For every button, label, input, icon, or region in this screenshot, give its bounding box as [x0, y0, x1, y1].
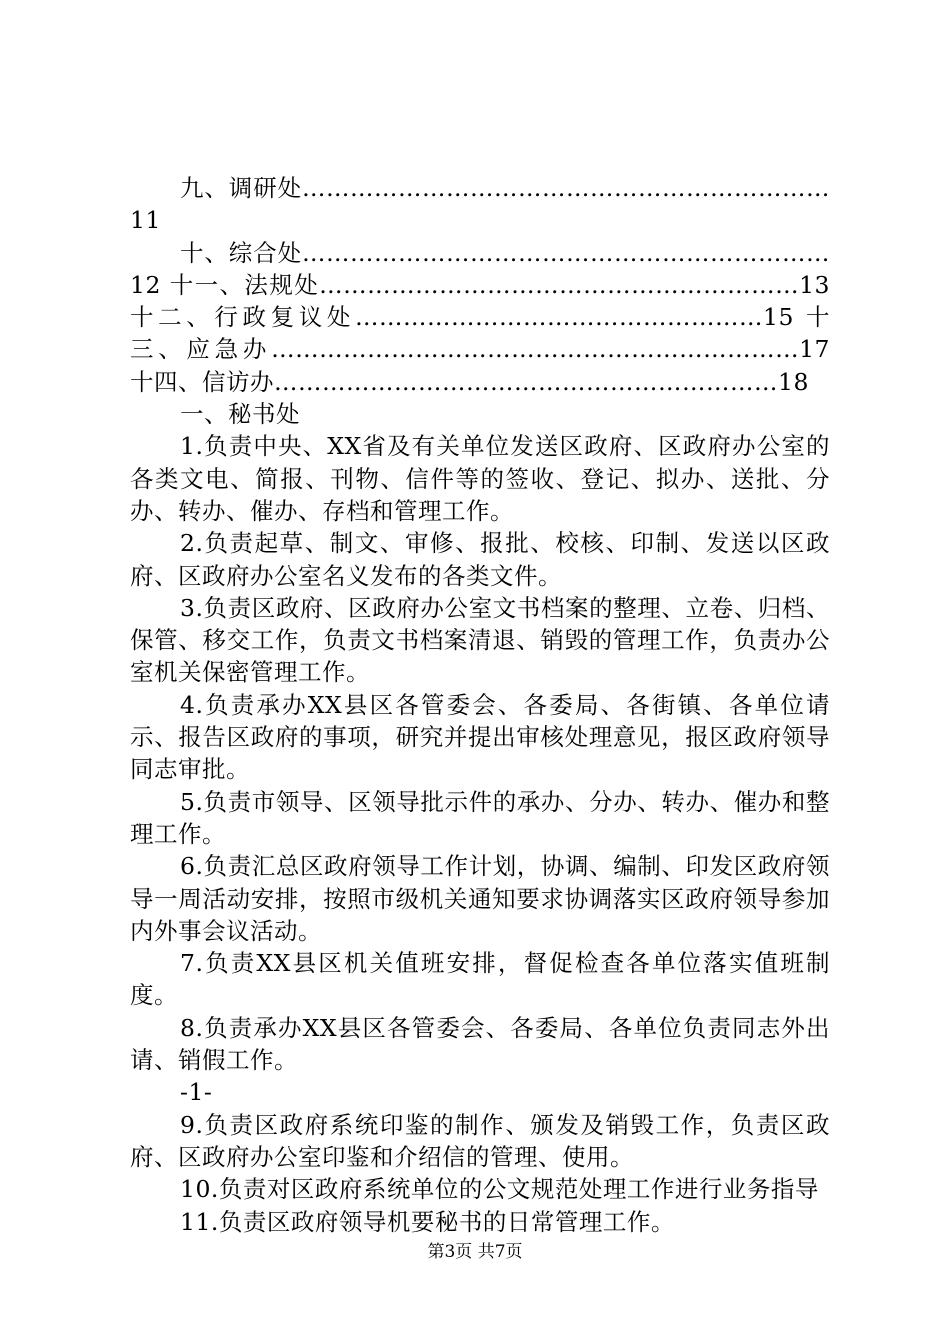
list-item: 10.负责对区政府系统单位的公文规范处理工作进行业务指导	[180, 1175, 819, 1204]
section-heading: 一、秘书处	[180, 400, 300, 429]
list-item: 2.负责起草、制文、审修、报批、校核、印制、发送以区政府、区政府办公室名义发布的各类文件。	[130, 529, 830, 590]
list-item: 8.负责承办XX县区各管委会、各委局、各单位负责同志外出请、销假工作。	[130, 1013, 830, 1075]
list-item: 11.负责区政府领导机要秘书的日常管理工作。	[180, 1207, 675, 1236]
list-item: 7.负责XX县区机关值班安排，督促检查各单位落实值班制度。	[130, 949, 830, 1010]
list-item: 6.负责汇总区政府领导工作计划，协调、编制、印发区政府领导一周活动安排，按照市级机关通知要求协调落实区政府领导参加内外事会议活动。	[130, 852, 830, 945]
inline-page-marker: -1-	[180, 1078, 213, 1107]
page-footer: 第3页 共7页	[427, 1242, 523, 1262]
document-body	[130, 172, 830, 1238]
toc-lines-10-14: 十、综合处…………………………………………………………12 十一、法规处……………………………………………………13 十二、行政复议处……………………………………………15 十三、应急办…………………………………………………………17 十四、信访办………………………………………………………18	[130, 238, 830, 396]
list-item: 9.负责区政府系统印鉴的制作、颁发及销毁工作，负责区政府、区政府办公室印鉴和介绍信的管理、使用。	[130, 1110, 830, 1171]
list-item: 3.负责区政府、区政府办公室文书档案的整理、立卷、归档、保管、移交工作，负责文书档案清退、销毁的管理工作，负责办公室机关保密管理工作。	[130, 593, 830, 687]
list-item: 4.负责承办XX县区各管委会、各委局、各街镇、各单位请示、报告区政府的事项，研究并提出审核处理意见，报区政府领导同志审批。	[130, 690, 830, 784]
list-item: 1.负责中央、XX省及有关单位发送区政府、区政府办公室的各类文电、简报、刊物、信件等的签收、登记、拟办、送批、分办、转办、催办、存档和管理工作。	[130, 432, 830, 525]
list-item: 5.负责市领导、区领导批示件的承办、分办、转办、催办和整理工作。	[130, 787, 830, 848]
toc-line-9: 九、调研处…………………………………………………………11	[130, 174, 830, 235]
